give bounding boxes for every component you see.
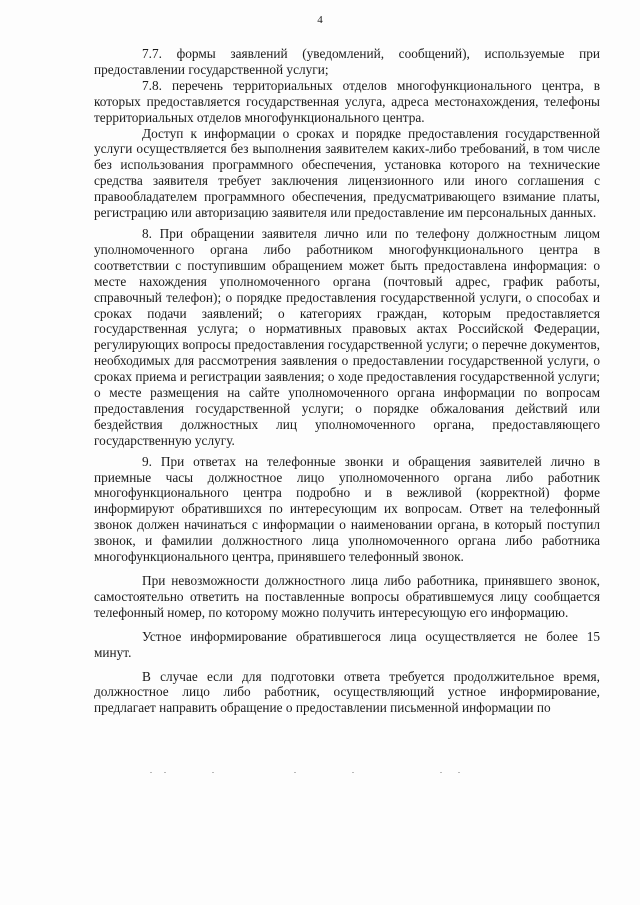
scan-speck [458, 772, 460, 773]
scan-speck [440, 772, 442, 773]
scan-speck [212, 772, 214, 773]
scan-specks [0, 772, 640, 782]
paragraph-written-request: В случае если для подготовки ответа требуется продолжительное время, должностное лицо либо работник, осуществляющий устное информирование, предлагает направить обращение о предоставлении письменной информации по [94, 668, 600, 716]
paragraph-7-8: 7.8. перечень территориальных отделов многофункционального центра, в которых предоставляется государственная услуга, адреса местонахождения, телефоны территориальных отделов многофункционального центра. [94, 77, 600, 125]
paragraph-inability: При невозможности должностного лица либо работника, принявшего звонок, самостоятельно ответить на поставленные вопросы обратившемуся лицу сообщается телефонный номер, по которому можно получить интересующую его информацию. [94, 573, 600, 620]
scan-speck [352, 772, 354, 773]
paragraph-7-7: 7.7. формы заявлений (уведомлений, сообщений), используемые при предоставлении государственной услуги; [94, 46, 600, 77]
paragraph-access-info: Доступ к информации о сроках и порядке предоставления государственной услуги осуществляется без выполнения заявителем каких-либо требований, в том числе без использования программного обеспечения, установка которого на технические средства заявителя требует заключения лицензионного или иного соглашения с правообладателем программного обеспечения, предусматривающего взимание платы, регистрацию или авторизацию заявителя или предоставление им персональных данных. [94, 125, 600, 221]
paragraph-oral-duration: Устное информирование обратившегося лица осуществляется не более 15 минут. [94, 628, 600, 660]
scan-speck [150, 772, 152, 773]
page-number: 4 [317, 14, 323, 26]
scan-speck [164, 772, 166, 773]
scan-speck [294, 772, 296, 773]
paragraph-9: 9. При ответах на телефонные звонки и обращения заявителей лично в приемные часы должностное лицо уполномоченного органа либо работник многофункционального центра подробно и в вежливой (корректной) форме информируют обратившихся по интересующим их вопросам. Ответ на телефонный звонок должен начинаться с информации о наименовании органа, в который поступил звонок, и фамилии должностного лица уполномоченного органа либо работника многофункционального центра, принявшего телефонный звонок. [94, 453, 600, 565]
paragraph-8: 8. При обращении заявителя лично или по телефону должностным лицом уполномоченного органа либо работником многофункционального центра в соответствии с поступившим обращением может быть предоставлена информация: о месте нахождения уполномоченного органа (почтовый адрес, график работы, справочный телефон); о порядке предоставления государственной услуги, о способах и сроках подачи заявлений; о категориях граждан, которым предоставляется государственная услуга; о нормативных правовых актах Российской Федерации, регулирующих вопросы предоставления государственной услуги; о перечне документов, необходимых для рассмотрения заявления о предоставлении государственной услуги, о сроках приема и регистрации заявления; о ходе предоставления государственной услуги; о месте размещения на сайте уполномоченного органа информации по вопросам предоставления государственной услуги; о порядке обжалования действий или бездействия должностных лиц уполномоченного органа, предоставляющего государственную услугу. [94, 225, 600, 448]
document-body [94, 46, 600, 716]
